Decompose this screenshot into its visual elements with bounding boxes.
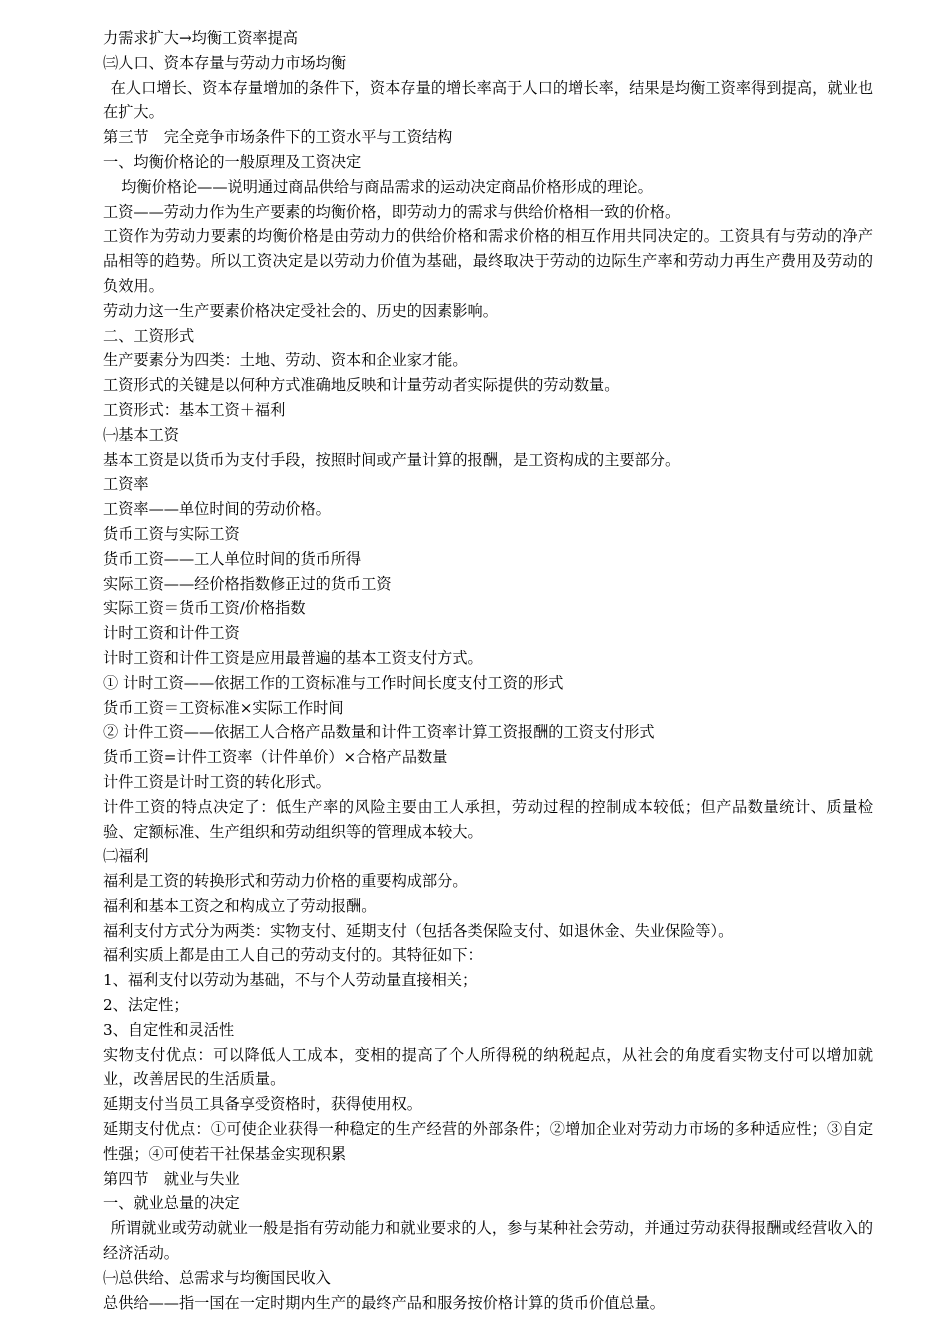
paragraph: 实物支付优点：可以降低人工成本，变相的提高了个人所得税的纳税起点，从社会的角度看实物支付可以增加就业，改善居民的生活质量。 bbox=[103, 1045, 873, 1089]
paragraph: 基本工资是以货币为支付手段，按照时间或产量计算的报酬，是工资构成的主要部分。 bbox=[103, 450, 681, 469]
paragraph: 工资——劳动力作为生产要素的均衡价格，即劳动力的需求与供给价格相一致的价格。 bbox=[103, 202, 681, 221]
paragraph: 一、就业总量的决定 bbox=[103, 1194, 240, 1213]
paragraph: 生产要素分为四类：土地、劳动、资本和企业家才能。 bbox=[103, 351, 468, 370]
paragraph: 福利是工资的转换形式和劳动力价格的重要构成部分。 bbox=[103, 872, 468, 891]
paragraph: 第四节 就业与失业 bbox=[103, 1169, 240, 1188]
paragraph: 实际工资＝货币工资/价格指数 bbox=[103, 599, 306, 618]
paragraph: 计时工资和计件工资 bbox=[103, 624, 240, 643]
paragraph: 二、工资形式 bbox=[103, 326, 195, 345]
paragraph: 工资率 bbox=[103, 475, 149, 494]
paragraph: 总供给——指一国在一定时期内生产的最终产品和服务按价格计算的货币价值总量。 bbox=[103, 1293, 665, 1312]
paragraph: ㈢人口、资本存量与劳动力市场均衡 bbox=[103, 53, 346, 72]
paragraph: 延期支付优点：①可使企业获得一种稳定的生产经营的外部条件；②增加企业对劳动力市场的多种适应性；③自定性强；④可使若干社保基金实现积累 bbox=[103, 1120, 873, 1163]
paragraph: 在人口增长、资本存量增加的条件下，资本存量的增长率高于人口的增长率，结果是均衡工资率得到提高，就业也在扩大。 bbox=[103, 78, 873, 122]
paragraph: 工资形式的关键是以何种方式准确地反映和计量劳动者实际提供的劳动数量。 bbox=[103, 376, 620, 395]
paragraph: 工资作为劳动力要素的均衡价格是由劳动力的供给价格和需求价格的相互作用共同决定的。工资具有与劳动的净产品相等的趋势。所以工资决定是以劳动力价值为基础，最终取决于劳动的边际生产率和劳动力再生产费用及劳动的负效用。 bbox=[103, 227, 873, 295]
paragraph: ② 计件工资——依据工人合格产品数量和计件工资率计算工资报酬的工资支付形式 bbox=[103, 723, 655, 742]
paragraph: 力需求扩大→均衡工资率提高 bbox=[103, 29, 298, 47]
paragraph: 货币工资——工人单位时间的货币所得 bbox=[103, 549, 362, 568]
paragraph: 福利和基本工资之和构成立了劳动报酬。 bbox=[103, 896, 377, 915]
paragraph: 1、福利支付以劳动为基础，不与个人劳动量直接相关； bbox=[103, 971, 478, 990]
paragraph: 计件工资的特点决定了：低生产率的风险主要由工人承担，劳动过程的控制成本较低；但产品数量统计、质量检验、定额标准、生产组织和劳动组织等的管理成本较大。 bbox=[103, 797, 873, 841]
paragraph: 福利实质上都是由工人自己的劳动支付的。其特征如下： bbox=[103, 946, 483, 965]
paragraph: 货币工资＝工资标准×实际工作时间 bbox=[103, 698, 344, 717]
paragraph: 货币工资与实际工资 bbox=[103, 524, 240, 543]
paragraph: 计时工资和计件工资是应用最普遍的基本工资支付方式。 bbox=[103, 648, 483, 667]
paragraph: 2、法定性； bbox=[103, 996, 189, 1015]
paragraph: ㈡福利 bbox=[103, 847, 149, 866]
paragraph: 第三节 完全竞争市场条件下的工资水平与工资结构 bbox=[103, 128, 453, 147]
paragraph: 计件工资是计时工资的转化形式。 bbox=[103, 772, 331, 791]
paragraph: 工资率——单位时间的劳动价格。 bbox=[103, 500, 331, 519]
paragraph: 所谓就业或劳动就业一般是指有劳动能力和就业要求的人，参与某种社会劳动，并通过劳动获得报酬或经营收入的经济活动。 bbox=[103, 1219, 873, 1263]
paragraph: 劳动力这一生产要素价格决定受社会的、历史的因素影响。 bbox=[103, 301, 498, 320]
paragraph: 一、均衡价格论的一般原理及工资决定 bbox=[103, 152, 362, 171]
paragraph: ① 计时工资——依据工作的工资标准与工作时间长度支付工资的形式 bbox=[103, 673, 564, 692]
paragraph: 实际工资——经价格指数修正过的货币工资 bbox=[103, 574, 392, 593]
paragraph: 3、自定性和灵活性 bbox=[103, 1020, 235, 1039]
paragraph: 工资形式：基本工资＋福利 bbox=[103, 400, 286, 419]
paragraph: 均衡价格论——说明通过商品供给与商品需求的运动决定商品价格形成的理论。 bbox=[121, 177, 653, 196]
paragraph: ㈠基本工资 bbox=[103, 425, 179, 444]
paragraph: 福利支付方式分为两类：实物支付、延期支付（包括各类保险支付、如退休金、失业保险等）。 bbox=[103, 921, 734, 940]
paragraph: ㈠总供给、总需求与均衡国民收入 bbox=[103, 1268, 331, 1287]
paragraph: 延期支付当员工具备享受资格时，获得使用权。 bbox=[103, 1095, 422, 1114]
document-body bbox=[103, 26, 873, 1315]
paragraph: 货币工资=计件工资率（计件单价）×合格产品数量 bbox=[103, 748, 448, 767]
